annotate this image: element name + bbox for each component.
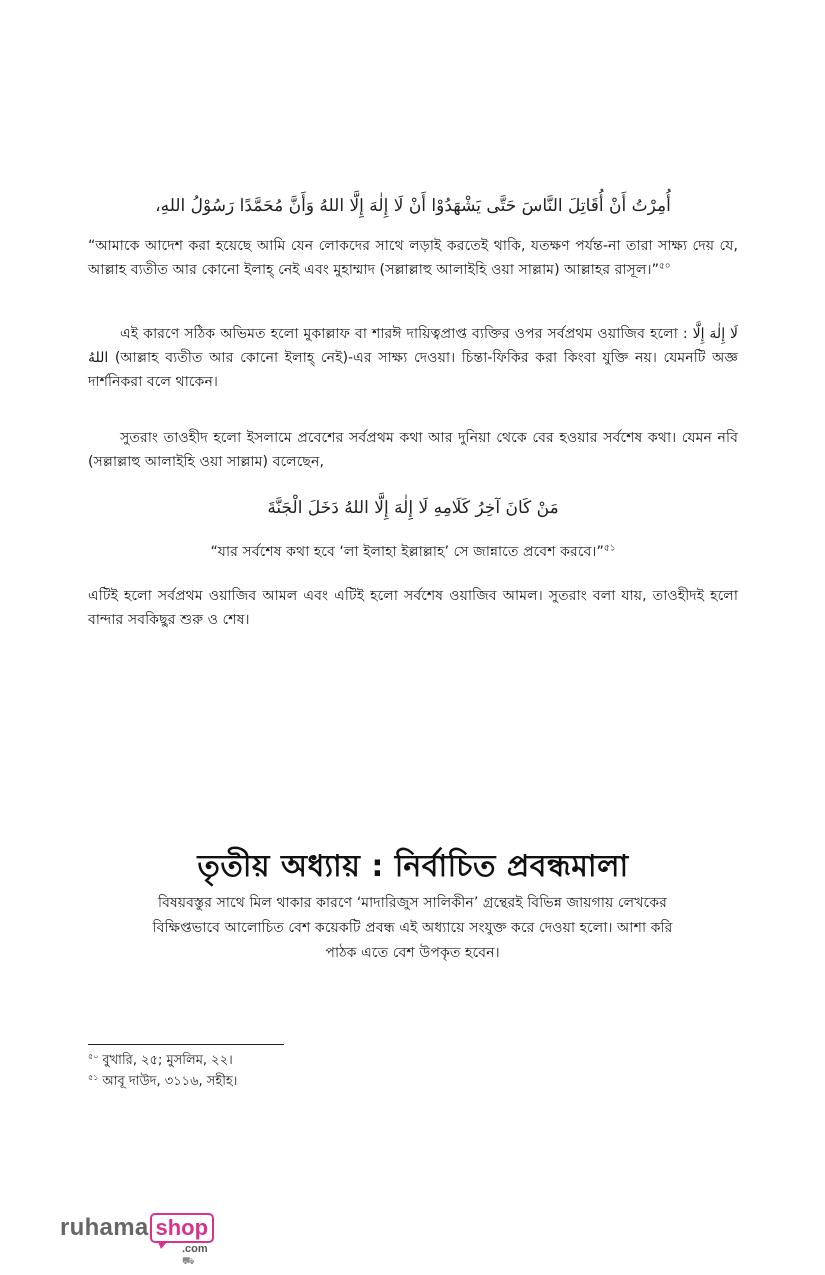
hadith-2-arabic: مَنْ كَانَ آخِرُ كَلَامِهِ لَا إِلٰهَ إِلَّا اللهُ دَخَلَ الْجَنَّةَ xyxy=(267,498,559,518)
footnote-ref-51[interactable]: ৫১ xyxy=(603,543,616,554)
hadith-2-translation-text: “যার সর্বশেষ কথা হবে ‘লা ইলাহা ইল্লাল্লাহ’ সে জান্নাতে প্রবেশ করবে।” xyxy=(210,544,604,560)
hadith-2-translation xyxy=(88,540,738,564)
chapter-intro: বিষয়বস্তুর সাথে মিল থাকার কারণে ‘মাদারিজুস সালিকীন’ গ্রন্থেরই বিভিন্ন জায়গায় লেখকের বিক্ষিপ্তভাবে আলোচিত বেশ কয়েকটি প্রবন্ধ এই অধ্যায়ে সংযুক্ত করে দেওয়া হলো। আশা করি পাঠক এতে বেশ উপকৃত হবেন। xyxy=(152,895,673,961)
footnote-text: বুখারি, ২৫; মুসলিম, ২২। xyxy=(102,1053,233,1068)
footnote-divider xyxy=(88,1044,284,1045)
kalima-arabic-inline: لَا إِلٰهَ إِلَّا اللهُ xyxy=(88,326,738,366)
paragraph-2-text-a: এই কারণে সঠিক অভিমত হলো মুকাল্লাফ বা শারঈ দায়িত্বপ্রাপ্ত ব্যক্তির ওপর সর্বপ্রথম ওয়াজিব হলো : xyxy=(120,326,693,342)
chapter-title: তৃতীয় অধ্যায় : নির্বাচিত প্রবন্ধমালা xyxy=(197,849,629,884)
hadith-1-translation-text: “আমাকে আদেশ করা হয়েছে আমি যেন লোকদের সাথে লড়াই করতেই থাকি, যতক্ষণ পর্যন্ত-না তারা সাক্ষ্য দেয় যে, আল্লাহ ব্যতীত আর কোনো ইলাহ্ নেই এবং মুহাম্মাদ (সল্লাল্লাহু আলাইহি ওয়া সাল্লাম) আল্লাহর রাসূল।” xyxy=(88,238,738,278)
hadith-1-translation xyxy=(88,234,738,282)
footnote-text: আবূ দাউদ, ৩১১৬, সহীহ। xyxy=(102,1074,238,1089)
paragraph-2 xyxy=(88,322,738,394)
logo-word: ruhama xyxy=(60,1214,149,1241)
logo-speech-bubble xyxy=(150,1213,215,1243)
ruhamashop-logo[interactable] xyxy=(60,1213,214,1267)
paragraph-3: সুতরাং তাওহীদ হলো ইসলামে প্রবেশের সর্বপ্রথম কথা আর দুনিয়া থেকে বের হওয়ার সর্বশেষ কথা। যেমন নবি (সল্লাল্লাহু আলাইহি ওয়া সাল্লাম) বলেছেন, xyxy=(88,430,738,470)
footnote-50 xyxy=(88,1050,237,1071)
paragraph-2-text-b: (আল্লাহ ব্যতীত আর কোনো ইলাহ্ নেই)-এর সাক্ষ্য দেওয়া। চিন্তা-ফিকির করা কিংবা যুক্তি নয়। যেমনটি অজ্ঞ দার্শনিকরা বলে থাকেন। xyxy=(88,350,738,390)
logo-suffix-text: .com xyxy=(182,1243,208,1255)
footnotes xyxy=(88,1050,237,1092)
logo-boxed-word: shop xyxy=(155,1215,209,1240)
hadith-1-arabic: أُمِرْتُ أَنْ أُقَاتِلَ النَّاسَ حَتَّى يَشْهَدُوْا أَنْ لَا إِلٰهَ إِلَّا اللهُ وَأَنَّ مُحَمَّدًا رَسُوْلُ اللهِ، xyxy=(155,196,671,216)
shopping-cart-icon: ⛟ xyxy=(182,1256,195,1267)
footnote-51 xyxy=(88,1071,237,1092)
footnote-ref-50[interactable]: ৫০ xyxy=(658,261,671,272)
paragraph-4: এটিই হলো সর্বপ্রথম ওয়াজিব আমল এবং এটিই হলো সর্বশেষ ওয়াজিব আমল। সুতরাং বলা যায়, তাওহীদই হলো বান্দার সবকিছুর শুরু ও শেষ। xyxy=(88,588,738,628)
speech-bubble-tail xyxy=(158,1242,167,1249)
footnote-number: ৫১ xyxy=(88,1072,99,1082)
logo-suffix xyxy=(182,1243,214,1269)
footnote-number: ৫০ xyxy=(88,1051,99,1061)
